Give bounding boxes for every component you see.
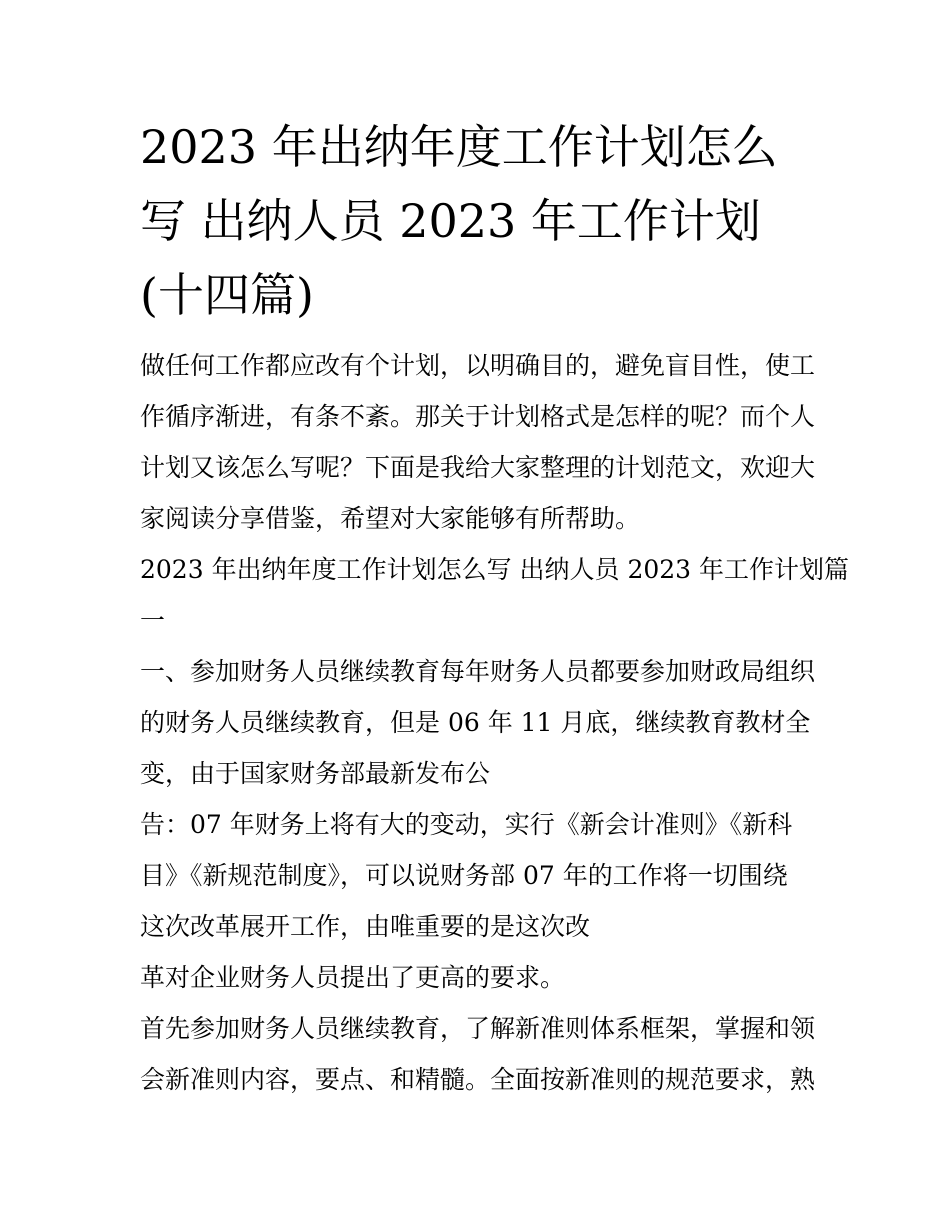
title-line: 2023 年出纳年度工作计划怎么 bbox=[140, 120, 778, 174]
text-line: 一 bbox=[140, 606, 166, 635]
document-page bbox=[140, 110, 850, 1105]
text-line: 会新准则内容，要点、和精髓。全面按新准则的规范要求，熟 bbox=[140, 1065, 816, 1094]
body-paragraph bbox=[140, 799, 820, 952]
text-line: 一、参加财务人员继续教育每年财务人员都要参加财政局组织 bbox=[140, 657, 816, 686]
body-paragraph bbox=[140, 952, 820, 1003]
text-line: 变，由于国家财务部最新发布公 bbox=[140, 759, 491, 788]
intro-paragraph bbox=[140, 340, 820, 544]
text-line: 计划又该怎么写呢？下面是我给大家整理的计划范文，欢迎大 bbox=[140, 453, 816, 482]
text-line: 2023 年出纳年度工作计划怎么写 出纳人员 2023 年工作计划篇 bbox=[140, 555, 850, 584]
body-paragraph bbox=[140, 646, 820, 799]
title-line: (十四篇) bbox=[140, 268, 314, 322]
title-line: 写 出纳人员 2023 年工作计划 bbox=[140, 194, 761, 248]
document-title bbox=[140, 110, 820, 332]
text-line: 做任何工作都应改有个计划，以明确目的，避免盲目性，使工 bbox=[140, 351, 816, 380]
text-line: 的财务人员继续教育，但是 06 年 11 月底，继续教育教材全 bbox=[140, 708, 811, 737]
section-heading bbox=[140, 544, 850, 646]
text-line: 作循序渐进，有条不紊。那关于计划格式是怎样的呢？而个人 bbox=[140, 402, 816, 431]
text-line: 这次改革展开工作，由唯重要的是这次改 bbox=[140, 912, 591, 941]
text-line: 家阅读分享借鉴，希望对大家能够有所帮助。 bbox=[140, 504, 641, 533]
body-paragraph bbox=[140, 1003, 820, 1105]
text-line: 革对企业财务人员提出了更高的要求。 bbox=[140, 963, 566, 992]
text-line: 首先参加财务人员继续教育，了解新准则体系框架，掌握和领 bbox=[140, 1014, 816, 1043]
text-line: 目》《新规范制度》，可以说财务部 07 年的工作将一切围绕 bbox=[140, 861, 788, 890]
text-line: 告：07 年财务上将有大的变动，实行《新会计准则》《新科 bbox=[140, 810, 793, 839]
